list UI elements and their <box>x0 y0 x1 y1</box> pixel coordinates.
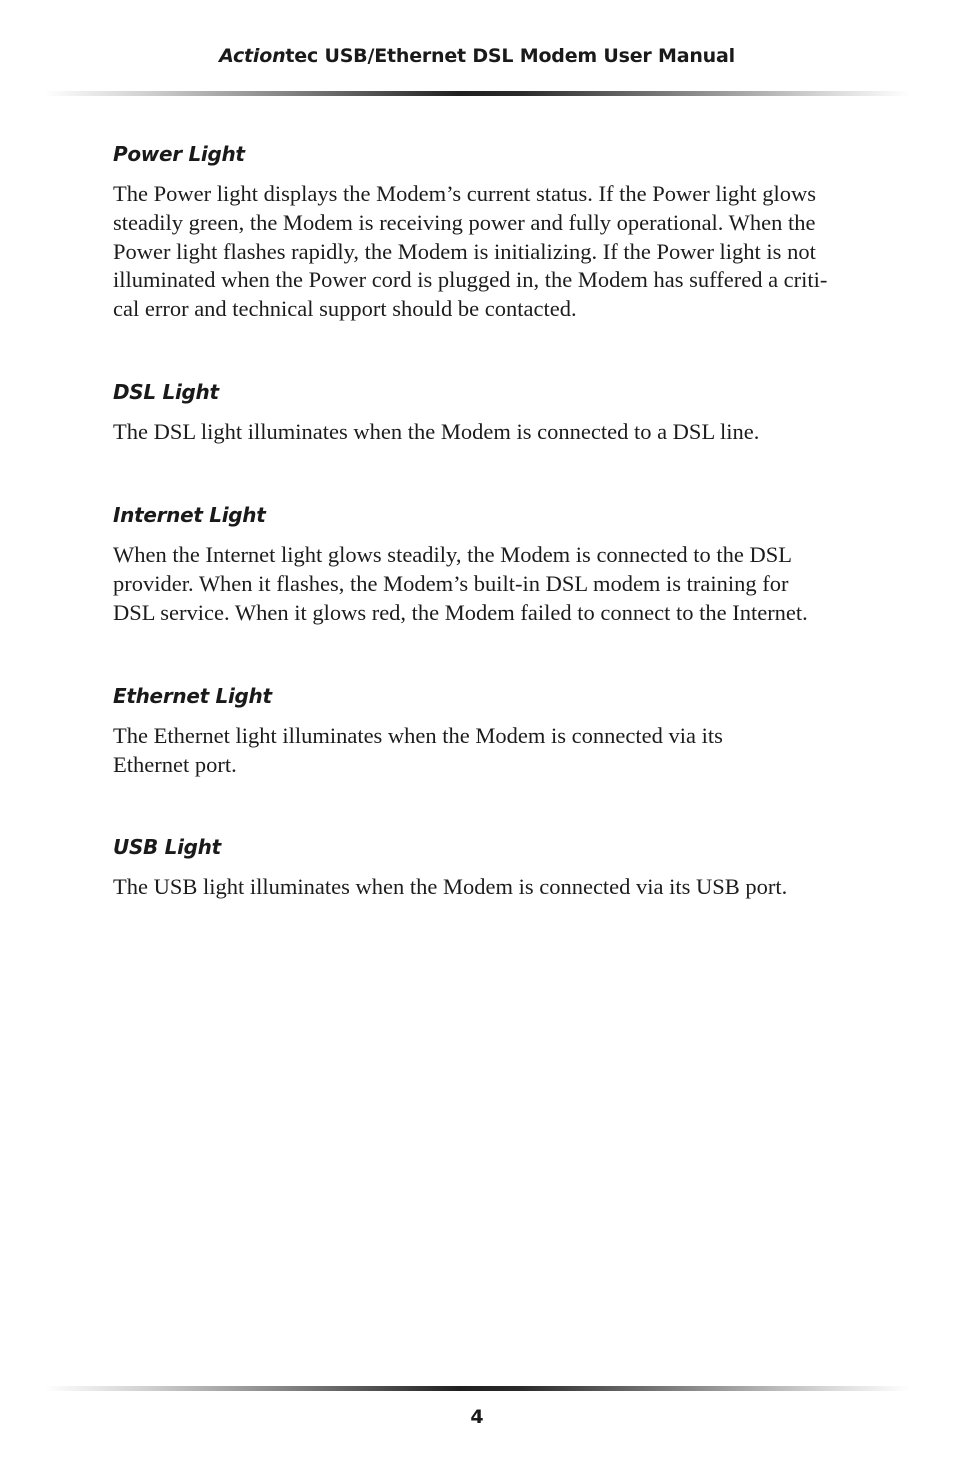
body-line: The USB light illuminates when the Modem is connected via its USB port. <box>113 874 788 899</box>
section-heading: USB Light <box>113 835 221 859</box>
body-line: Power light flashes rapidly, the Modem is initializing. If the Power light is not <box>113 238 816 264</box>
section-body <box>113 418 858 447</box>
header-brand: Action <box>219 45 286 67</box>
section-body <box>113 541 858 627</box>
section-dsl-light <box>113 380 858 447</box>
body-line: When the Internet light glows steadily, the Modem is connected to the DSL <box>113 542 793 567</box>
body-line: Ethernet port. <box>113 751 237 777</box>
section-heading: Internet Light <box>113 503 266 527</box>
section-heading: Ethernet Light <box>113 684 272 708</box>
body-line: The Power light displays the Modem’s current status. If the Power light glows <box>113 181 817 206</box>
body-line: The DSL light illuminates when the Modem is connected to a DSL line. <box>113 419 760 444</box>
section-body <box>113 722 858 780</box>
body-line: The Ethernet light illuminates when the Modem is connected via its <box>113 723 723 748</box>
body-line: provider. When it flashes, the Modem’s built-in DSL modem is training for <box>113 570 789 596</box>
section-internet-light <box>113 503 858 627</box>
section-usb-light <box>113 835 858 902</box>
section-power-light <box>113 142 858 324</box>
body-line: cal error and technical support should be contacted. <box>113 296 577 322</box>
section-body <box>113 873 858 902</box>
footer-divider <box>44 1386 910 1391</box>
body-line: illuminated when the Power cord is plugged in, the Modem has suffered a criti- <box>113 267 828 293</box>
header-title-text: tec USB/Ethernet DSL Modem User Manual <box>285 45 735 67</box>
body-line: steadily green, the Modem is receiving power and fully operational. When the <box>113 209 816 235</box>
section-ethernet-light <box>113 684 858 780</box>
section-heading: DSL Light <box>113 380 219 404</box>
section-heading: Power Light <box>113 142 245 166</box>
page-number: 4 <box>470 1406 484 1428</box>
section-body <box>113 180 858 324</box>
header-divider <box>44 91 910 96</box>
body-line: DSL service. When it glows red, the Modem failed to connect to the Internet. <box>113 599 808 625</box>
header-title <box>0 45 954 67</box>
